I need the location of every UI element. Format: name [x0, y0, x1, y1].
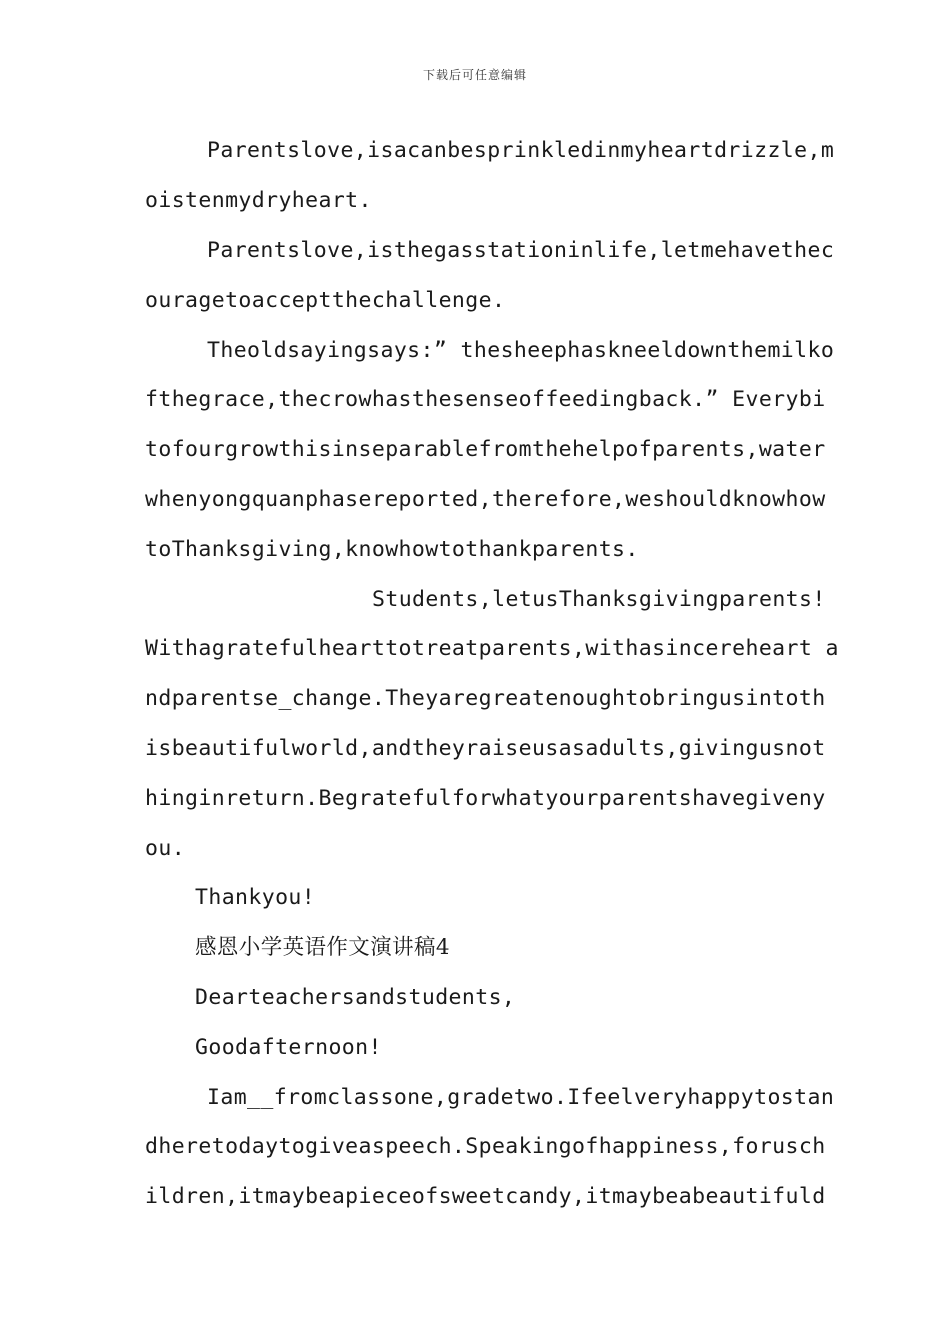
paragraph-line: hinginreturn.Begratefulforwhatyourparentshavegiveny [145, 786, 826, 811]
paragraph-line: ou. [145, 836, 186, 861]
salutation-line: Dearteachersandstudents, [195, 985, 516, 1010]
paragraph-line: fthegrace,thecrowhasthesenseoffeedingback.” Everybi [145, 387, 826, 412]
paragraph-line: Iam__fromclassone,gradetwo.Ifeelveryhappytostan [207, 1085, 835, 1110]
paragraph-line: Theoldsayingsays:” thesheephaskneeldownthemilko [207, 338, 835, 363]
paragraph-line: oistenmydryheart. [145, 188, 372, 213]
paragraph-line: tofourgrowthisinseparablefromthehelpofparents,water [145, 437, 826, 462]
paragraph-line: Withagratefulhearttotreatparents,withasincereheart a [145, 636, 839, 661]
paragraph-line: dheretodaytogiveaspeech.Speakingofhappiness,forusch [145, 1134, 826, 1159]
paragraph-line: whenyongquanphasereported,therefore,weshouldknowhow [145, 487, 826, 512]
paragraph-line: Students,letusThanksgivingparents! [372, 587, 826, 612]
closing-line: Thankyou! [195, 885, 316, 910]
paragraph-line: ndparentse_change.Theyaregreatenoughtobringusintoth [145, 686, 826, 711]
paragraph-line: ildren,itmaybeapieceofsweetcandy,itmaybeabeautifuld [145, 1184, 826, 1209]
paragraph-line: isbeautifulworld,andtheyraiseusasadults,givingusnot [145, 736, 826, 761]
paragraph-line: toThanksgiving,knowhowtothankparents. [145, 537, 639, 562]
page-header: 下载后可任意编辑 [422, 68, 527, 82]
section-heading: 感恩小学英语作文演讲稿4 [195, 935, 450, 960]
greeting-line: Goodafternoon! [195, 1035, 382, 1060]
paragraph-line: Parentslove,isthegasstationinlife,letmehavethec [207, 238, 835, 263]
paragraph-line: Parentslove,isacanbesprinkledinmyheartdrizzle,m [207, 138, 835, 163]
paragraph-line: ouragetoacceptthechallenge. [145, 288, 506, 313]
